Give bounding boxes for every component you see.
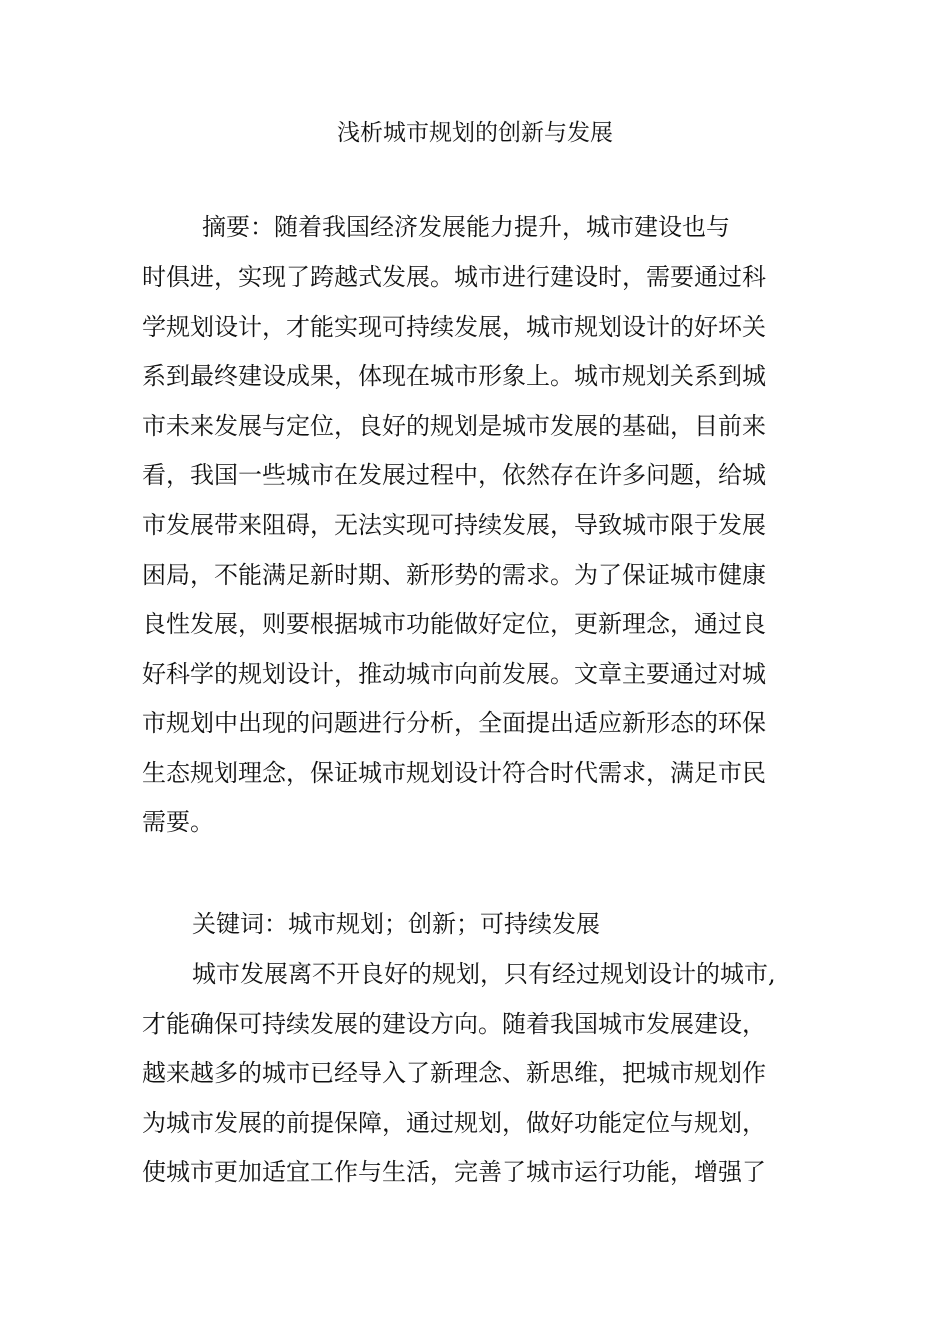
body-line: 城市发展离不开良好的规划，只有经过规划设计的城市, xyxy=(192,960,776,988)
body-line: 越来越多的城市已经导入了新理念、新思维，把城市规划作 xyxy=(142,1059,766,1087)
abstract-line: 良性发展，则要根据城市功能做好定位，更新理念，通过良 xyxy=(142,610,766,638)
abstract-line: 市规划中出现的问题进行分析，全面提出适应新形态的环保 xyxy=(142,709,766,737)
abstract-line: 看，我国一些城市在发展过程中，依然存在许多问题，给城 xyxy=(142,461,766,489)
abstract-line: 时俱进，实现了跨越式发展。城市进行建设时，需要通过科 xyxy=(142,263,766,291)
keywords-line: 关键词：城市规划；创新；可持续发展 xyxy=(192,910,600,938)
abstract-line: 需要。 xyxy=(142,808,214,836)
body-line: 才能确保可持续发展的建设方向。随着我国城市发展建设， xyxy=(142,1010,766,1038)
document-title: 浅析城市规划的创新与发展 xyxy=(337,120,613,146)
abstract-line: 市未来发展与定位，良好的规划是城市发展的基础，目前来 xyxy=(142,412,766,440)
abstract-line: 生态规划理念，保证城市规划设计符合时代需求，满足市民 xyxy=(142,759,766,787)
body-line: 为城市发展的前提保障，通过规划，做好功能定位与规划， xyxy=(142,1109,766,1137)
abstract-line: 困局，不能满足新时期、新形势的需求。为了保证城市健康 xyxy=(142,561,766,589)
abstract-line: 好科学的规划设计，推动城市向前发展。文章主要通过对城 xyxy=(142,660,766,688)
body-line: 使城市更加适宜工作与生活，完善了城市运行功能，增强了 xyxy=(142,1158,766,1186)
abstract-line: 市发展带来阻碍，无法实现可持续发展，导致城市限于发展 xyxy=(142,511,766,539)
abstract-line: 学规划设计，才能实现可持续发展，城市规划设计的好坏关 xyxy=(142,313,766,341)
abstract-line: 摘要：随着我国经济发展能力提升，城市建设也与 xyxy=(202,213,730,241)
abstract-line: 系到最终建设成果，体现在城市形象上。城市规划关系到城 xyxy=(142,362,766,390)
